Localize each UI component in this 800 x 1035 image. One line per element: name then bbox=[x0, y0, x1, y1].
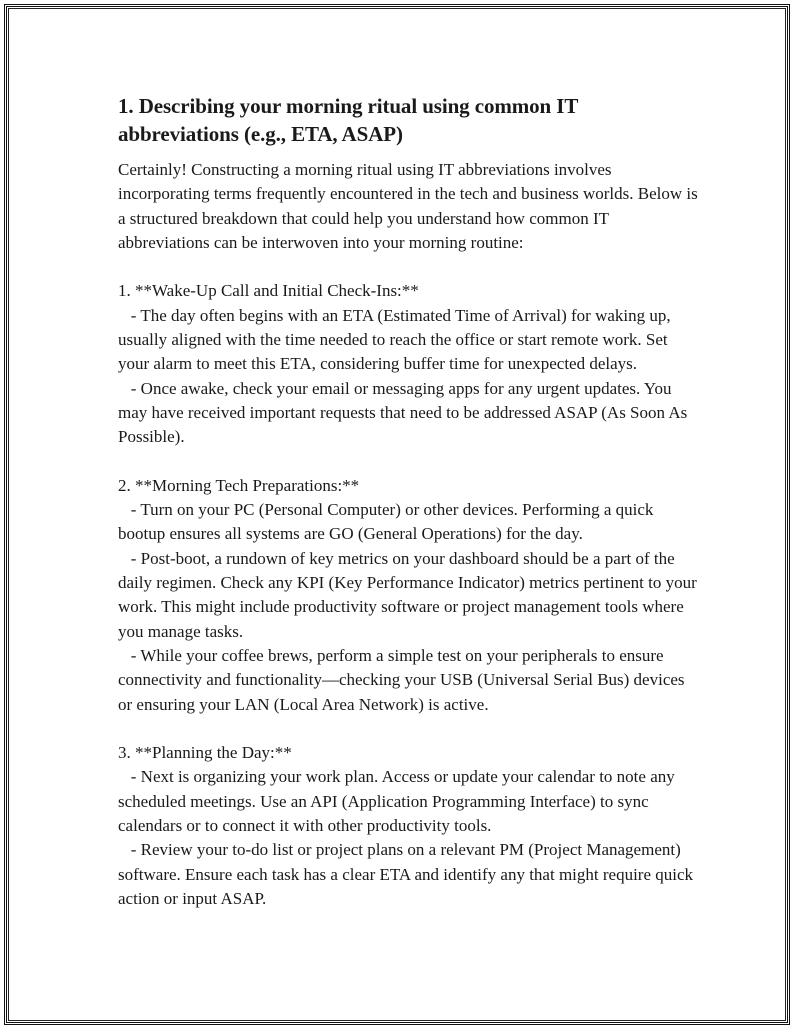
document-heading: 1. Describing your morning ritual using common IT abbreviations (e.g., ETA, ASAP) bbox=[118, 94, 578, 146]
intro-paragraph: Certainly! Constructing a morning ritual using IT abbreviations involves incorporating terms frequently encountered in the tech and business worlds. Below is a structured breakdown that could help you understand how common IT abbreviations can be interwoven into your morning routine: bbox=[118, 160, 702, 252]
section-title: 3. **Planning the Day:** bbox=[118, 743, 292, 763]
document-body bbox=[118, 92, 702, 911]
section-bullet: - Once awake, check your email or messaging apps for any urgent updates. You may have received important requests that need to be addressed ASAP (As Soon As Possible). bbox=[118, 378, 692, 447]
paragraph-gap bbox=[118, 255, 698, 279]
section-title: 1. **Wake-Up Call and Initial Check-Ins:** bbox=[118, 281, 419, 301]
section-bullet: - The day often begins with an ETA (Estimated Time of Arrival) for waking up, usually aligned with the time needed to reach the office or start remote work. Set your alarm to meet this ETA, considering buffer time for unexpected delays. bbox=[118, 305, 675, 374]
section-bullet: - Post-boot, a rundown of key metrics on your dashboard should be a part of the daily regimen. Check any KPI (Key Performance Indicator) metrics pertinent to your work. This might include productivity software or project management tools where you manage tasks. bbox=[118, 548, 701, 641]
section-wake-up bbox=[118, 279, 698, 449]
section-bullet: - While your coffee brews, perform a simple test on your peripherals to ensure connectivity and functionality—checking your USB (Universal Serial Bus) devices or ensuring your LAN (Local Area Network) is active. bbox=[118, 645, 689, 714]
section-tech-preparations bbox=[118, 474, 701, 717]
section-bullet: - Turn on your PC (Personal Computer) or other devices. Performing a quick bootup ensures all systems are GO (General Operations) for the day. bbox=[118, 500, 658, 544]
section-bullet: - Review your to-do list or project plans on a relevant PM (Project Management) software. Ensure each task has a clear ETA and identify any that might require quick action or input ASAP. bbox=[118, 840, 698, 908]
paragraph-gap bbox=[118, 450, 698, 474]
section-planning bbox=[118, 741, 698, 911]
section-bullet: - Next is organizing your work plan. Access or update your calendar to note any scheduled meetings. Use an API (Application Programming Interface) to sync calendars or to connect it with other productivity tools. bbox=[118, 767, 679, 836]
section-title: 2. **Morning Tech Preparations:** bbox=[118, 475, 360, 495]
paragraph-gap bbox=[118, 717, 698, 741]
